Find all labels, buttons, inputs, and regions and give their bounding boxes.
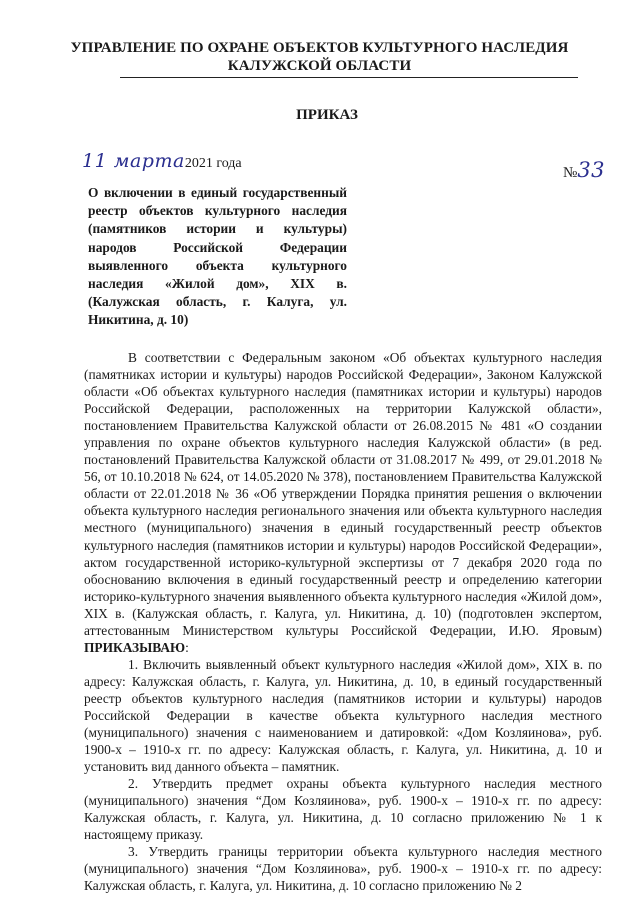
order-item-1: 1. Включить выявленный объект культурного наследия «Жилой дом», XIX в. по адресу: Калужская область, г. Калуга, ул. Никитина, д. 10, в единый государственный реестр объектов культурного наследия (памятников истории и культуры) народов Российской Федерации в качестве объекта культурного наследия местного (муниципального) значения с наименованием и датировкой: «Дом Козляинова», руб. 1900-х – 1910-х гг. по адресу: Калужская область, г. Калуга, ул. Никитина, д. 10 и установить вид данного объекта – памятник.	[84, 656, 602, 775]
document-type-title: ПРИКАЗ	[296, 107, 358, 123]
agency-name-line-1: УПРАВЛЕНИЕ ПО ОХРАНЕ ОБЪЕКТОВ КУЛЬТУРНОГО НАСЛЕДИЯ	[70, 40, 569, 56]
order-body	[84, 349, 602, 895]
order-date	[82, 150, 242, 172]
order-item-3: 3. Утвердить границы территории объекта культурного наследия местного (муниципального) значения “Дом Козляинова», руб. 1900-х – 1910-х гг. по адресу: Калужская область, г. Калуга, ул. Никитина, д. 10 согласно приложению № 2	[84, 844, 602, 894]
handwritten-date: 11 марта	[82, 150, 185, 172]
preamble-text: В соответствии с Федеральным законом «Об объектах культурного наследия (памятниках истории и культуры) народов Российской Федерации», Законом Калужской области «Об объектах культурного наследия (памятниках истории и культуры) народов Российской Федерации, расположенных на территории Калужской области», постановлением Правительства Калужской области от 26.08.2015 № 481 «О создании управления по охране объектов культурного наследия Калужской области» (в ред. постановлений Правительства Калужской области от 31.08.2017 № 499, от 29.01.2018 № 56, от 10.10.2018 № 624, от 14.05.2020 № 378), постановлением Правительства Калужской области от 22.01.2018 № 36 «Об утверждении Порядка принятия решения о включении объекта культурного наследия регионального значения или объекта культурного наследия местного (муниципального) значения в единый государственный реестр объектов культурного наследия (памятников истории и культуры) народов Российской Федерации», актом государственной историко-культурной экспертизы от 7 декабря 2020 года по обоснованию включения в единый государственный реестр и определению категории историко-культурного значения выявленного объекта культурного наследия «Жилой дом», XIX в. (Калужская область, г. Калуга, ул. Никитина, д. 10) (подготовлен экспертом, аттестованным Министерством культуры Российской Федерации, И.Ю. Яровым)	[84, 350, 602, 638]
number-sign: №	[563, 165, 578, 181]
handwritten-number: 33	[577, 158, 606, 182]
order-item-2: 2. Утвердить предмет охраны объекта культурного наследия местного (муниципального) значения “Дом Козляинова», руб. 1900-х – 1910-х гг. по адресу: Калужская область, г. Калуга, ул. Никитина, д. 10 согласно приложению № 1 к настоящему приказу.	[84, 776, 602, 843]
header-rule	[120, 77, 578, 78]
printed-year: 2021 года	[184, 156, 242, 171]
order-subject: О включении в единый государственный реестр объектов культурного наследия (памятников истории и культуры) народов Российской Федерации выявленного объекта культурного наследия «Жилой дом», XIX в. (Калужская область, г. Калуга, ул. Никитина, д. 10)	[88, 185, 347, 328]
preamble-paragraph	[84, 349, 602, 656]
order-number	[563, 158, 605, 182]
agency-name-line-2: КАЛУЖСКОЙ ОБЛАСТИ	[227, 58, 412, 74]
order-keyword: ПРИКАЗЫВАЮ	[84, 639, 186, 655]
keyword-colon: :	[185, 639, 189, 655]
